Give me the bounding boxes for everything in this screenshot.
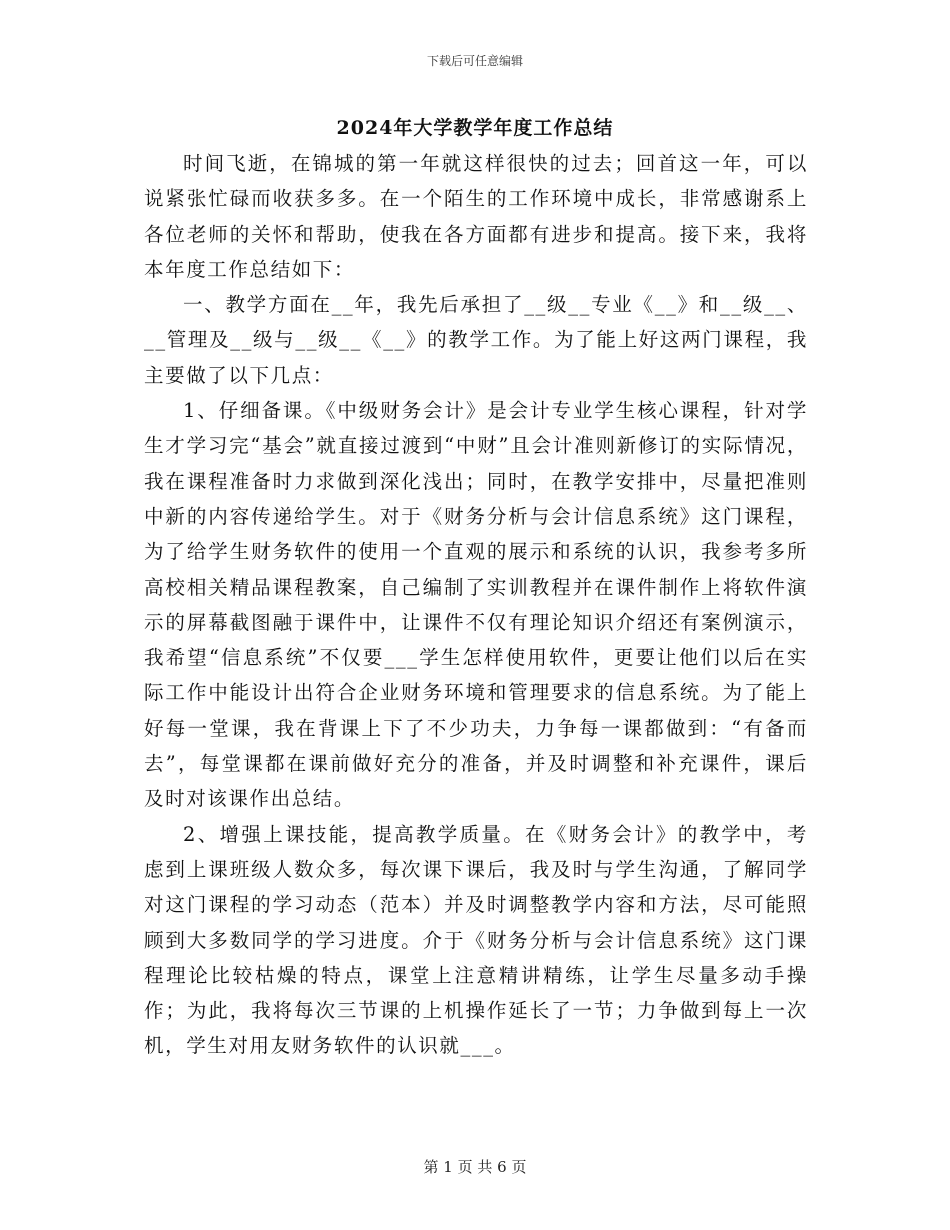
header-note: 下载后可任意编辑: [426, 54, 523, 68]
paragraph-intro: 时间飞逝，在锦城的第一年就这样很快的过去；回首这一年，可以说紧张忙碌而收获多多。在一个陌生的工作环境中成长，非常感谢系上各位老师的关怀和帮助，使我在各方面都有进步和提高。接下来，我将本年度工作总结如下：: [144, 152, 808, 281]
paragraph-preparation: 1、仔细备课。《中级财务会计》是会计专业学生核心课程，针对学生才学习完“基会”就直接过渡到“中财”且会计准则新修订的实际情况，我在课程准备时力求做到深化浅出；同时，在教学安排中，尽量把准则中新的内容传递给学生。对于《财务分析与会计信息系统》这门课程，为了给学生财务软件的使用一个直观的展示和系统的认识，我参考多所高校相关精品课程教案，自己编制了实训教程并在课件制作上将软件演示的屏幕截图融于课件中，让课件不仅有理论知识介绍还有案例演示，我希望“信息系统”不仅要___学生怎样使用软件，更要让他们以后在实际工作中能设计出符合企业财务环境和管理要求的信息系统。为了能上好每一堂课，我在背课上下了不少功夫，力争每一课都做到：“有备而去”，每堂课都在课前做好充分的准备，并及时调整和补充课件，课后及时对该课作出总结。: [144, 399, 808, 811]
paragraph-quality: 2、增强上课技能，提高教学质量。在《财务会计》的教学中，考虑到上课班级人数众多，每次课下课后，我及时与学生沟通，了解同学对这门课程的学习动态（范本）并及时调整教学内容和方法，尽可能照顾到大多数同学的学习进度。介于《财务分析与会计信息系统》这门课程理论比较枯燥的特点，课堂上注意精讲精练，让学生尽量多动手操作；为此，我将每次三节课的上机操作延长了一节；力争做到每上一次机，学生对用友财务软件的认识就___。: [144, 822, 808, 1058]
page-number: 第 1 页 共 6 页: [423, 1158, 527, 1176]
paragraph-teaching: 一、教学方面在__年，我先后承担了__级__专业《__》和__级__、__管理及__级与__级__《__》的教学工作。为了能上好这两门课程，我主要做了以下几点：: [144, 293, 808, 387]
document-title: 2024年大学教学年度工作总结: [336, 117, 614, 139]
document-body: [144, 146, 808, 1064]
